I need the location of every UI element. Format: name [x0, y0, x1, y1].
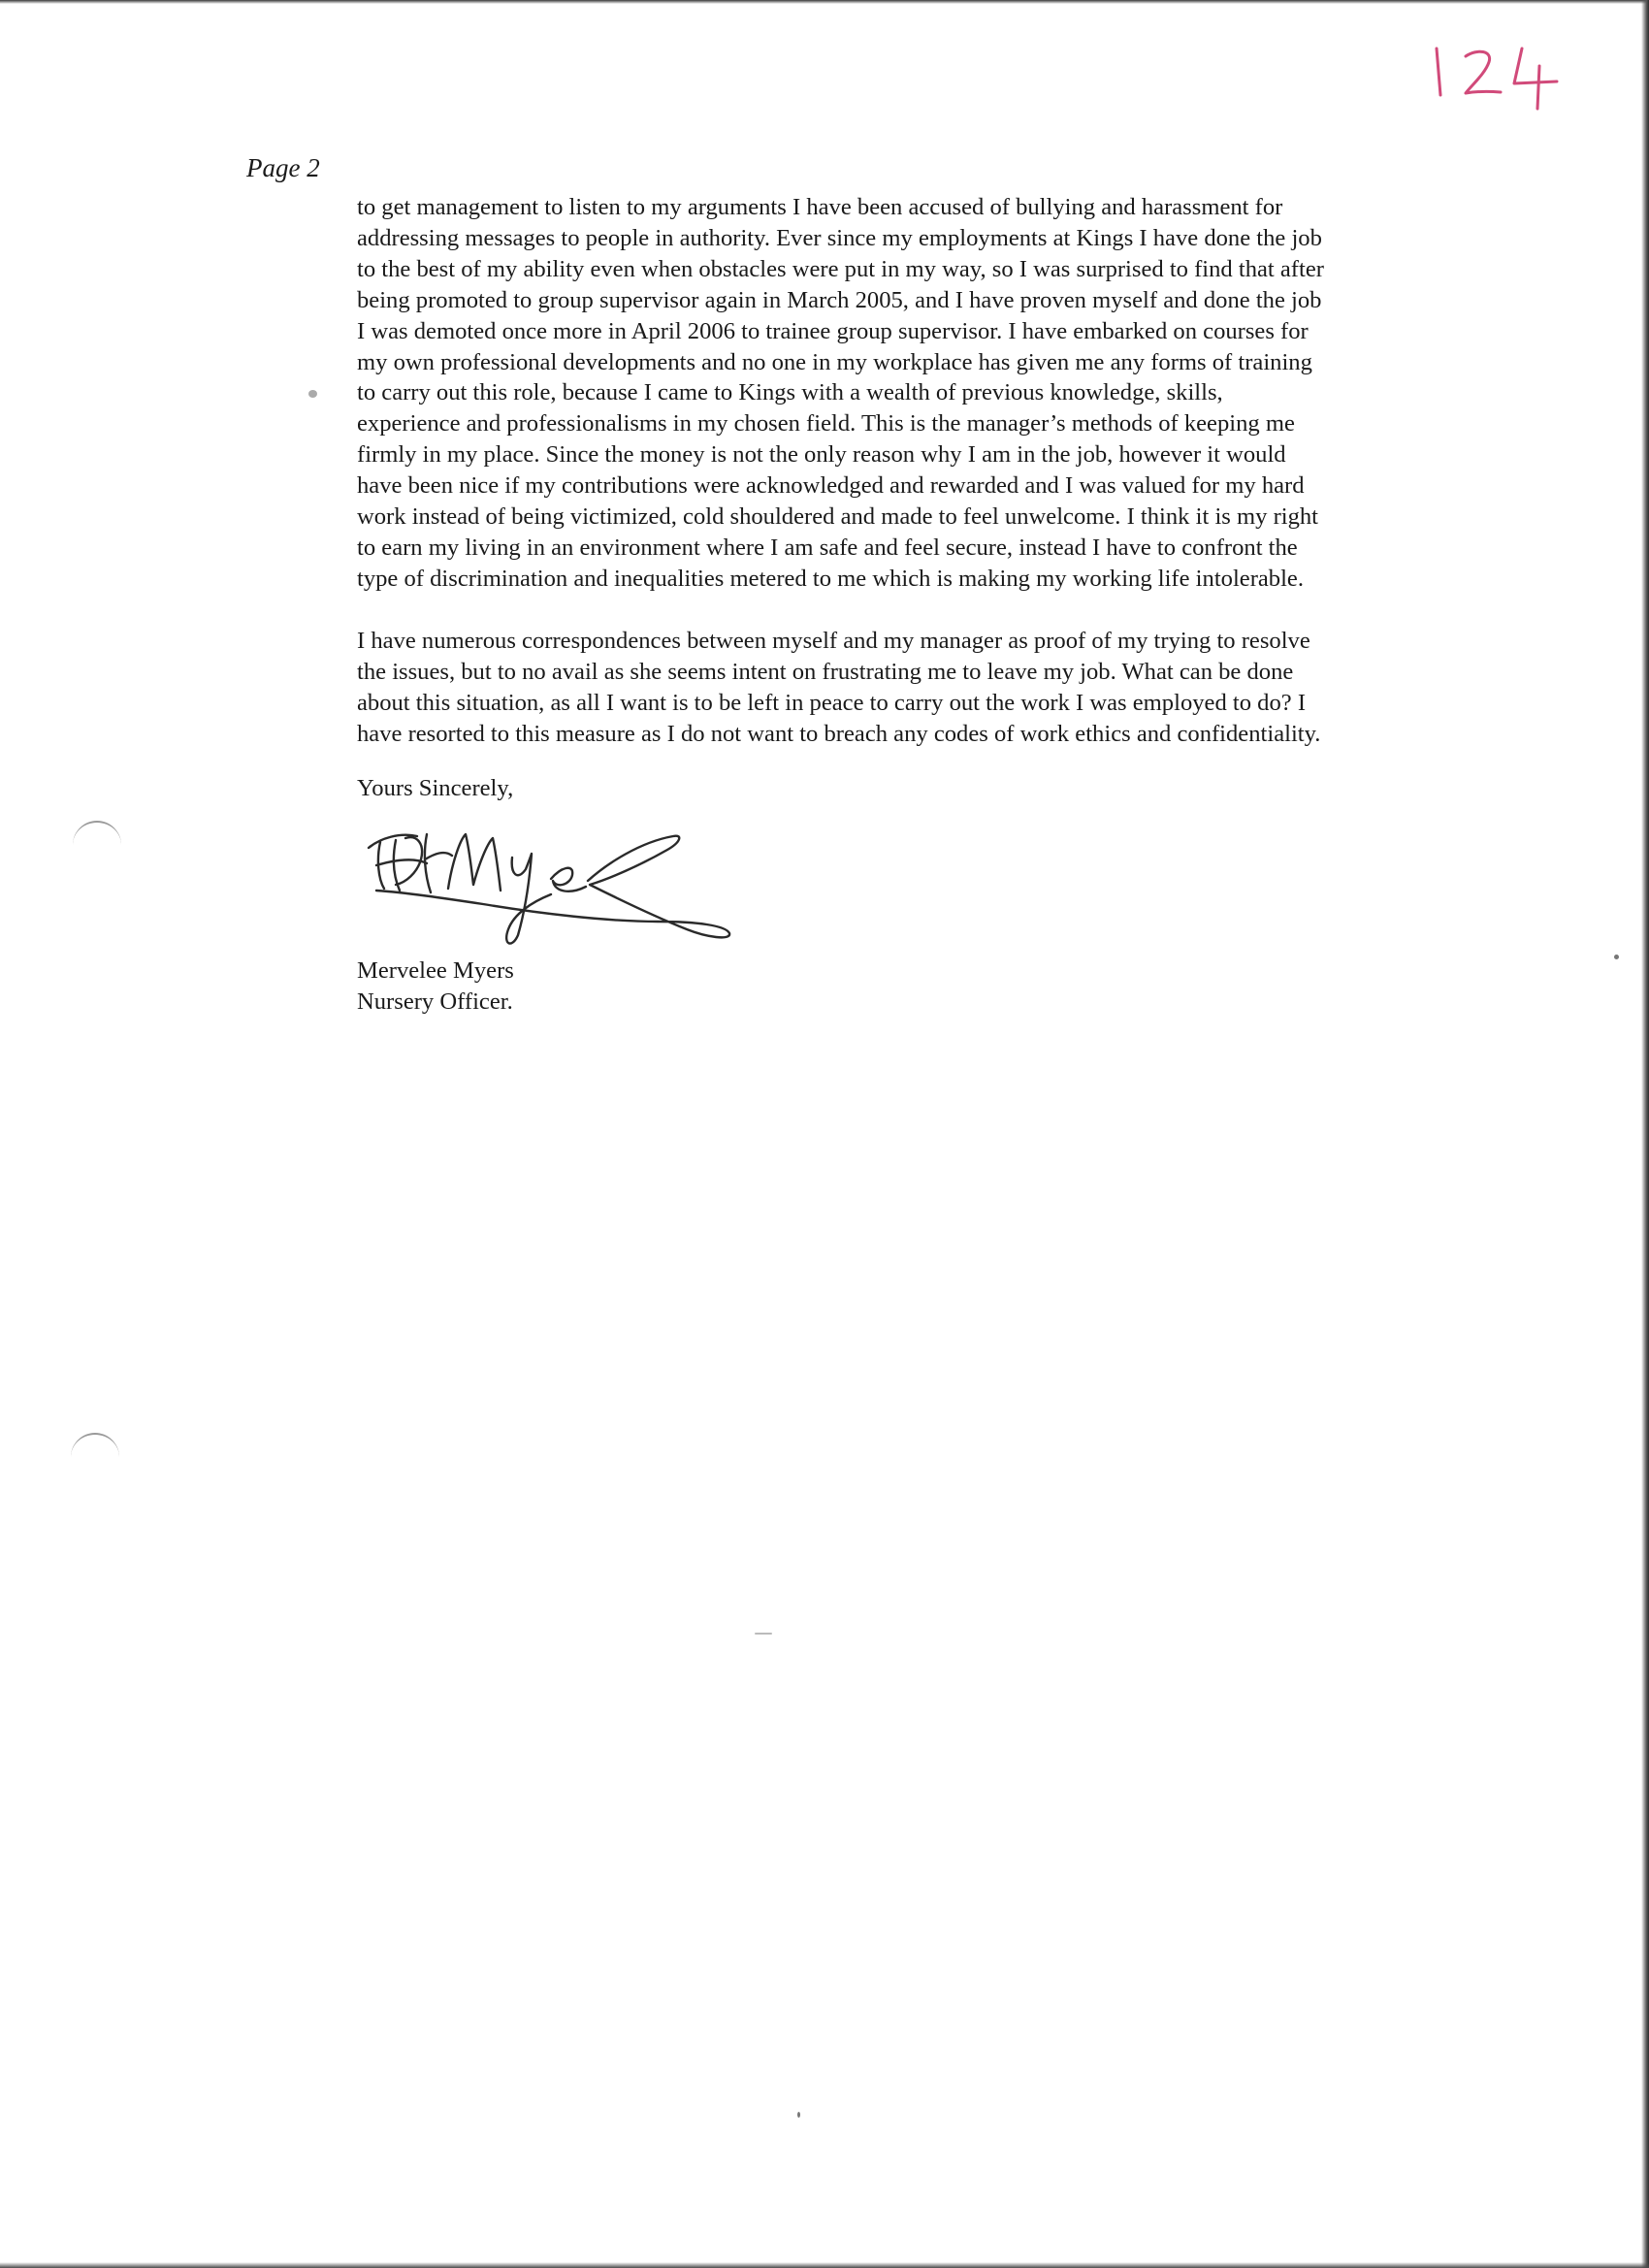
scan-speck — [755, 1633, 772, 1635]
body-paragraph-1: to get management to listen to my arguments I have been accused of bullying and harassment for addressing messages to people in authority. Ever since my employments at Kings I have done the job to the best of my ability even when obstacles were put in my way, so I was surprised to find that after being promoted to group supervisor again in March 2005, and I have proven myself and done the job I was demoted once more in April 2006 to trainee group supervisor. I have embarked on courses for my own professional developments and no one in my workplace has given me any forms of training to carry out this role, because I came to Kings with a wealth of previous knowledge, skills, experience and professionalisms in my chosen field. This is the manager’s methods of keeping me firmly in my place. Since the money is not the only reason why I am in the job, however it would have been nice if my contributions were acknowledged and rewarded and I was valued for my hard work instead of being victimized, cold shouldered and made to feel unwelcome. I think it is my right to earn my living in an environment where I am safe and feel secure, instead I have to confront the type of discrimination and inequalities metered to me which is making my working life intolerable. — [357, 194, 1324, 592]
signatory-name: Mervelee Myers — [357, 957, 514, 984]
punch-hole-mark — [73, 821, 121, 846]
closing-salutation: Yours Sincerely, — [357, 775, 514, 801]
letter-body — [357, 192, 1472, 749]
scan-speck — [1614, 955, 1619, 959]
signatory-title: Nursery Officer. — [357, 988, 513, 1015]
body-paragraph-2: I have numerous correspondences between myself and my manager as proof of my trying to resolve the issues, but to no avail as she seems intent on frustrating me to leave my job. What can be done about this situation, as all I want is to be left in peace to carry out the work I was employed to do? I have resorted to this measure as I do not want to breach any codes of work ethics and confidentiality. — [357, 627, 1321, 747]
scan-speck — [308, 390, 317, 398]
signatory-block — [357, 956, 514, 1017]
page-label: Page 2 — [246, 153, 320, 182]
handwritten-page-number — [1421, 37, 1586, 114]
scan-edge-right — [1641, 0, 1649, 2268]
scan-speck — [797, 2112, 800, 2118]
handwritten-signature — [367, 821, 745, 956]
punch-hole-mark — [71, 1433, 119, 1458]
scan-edge-top — [0, 0, 1649, 4]
scan-edge-bottom — [0, 2262, 1649, 2268]
